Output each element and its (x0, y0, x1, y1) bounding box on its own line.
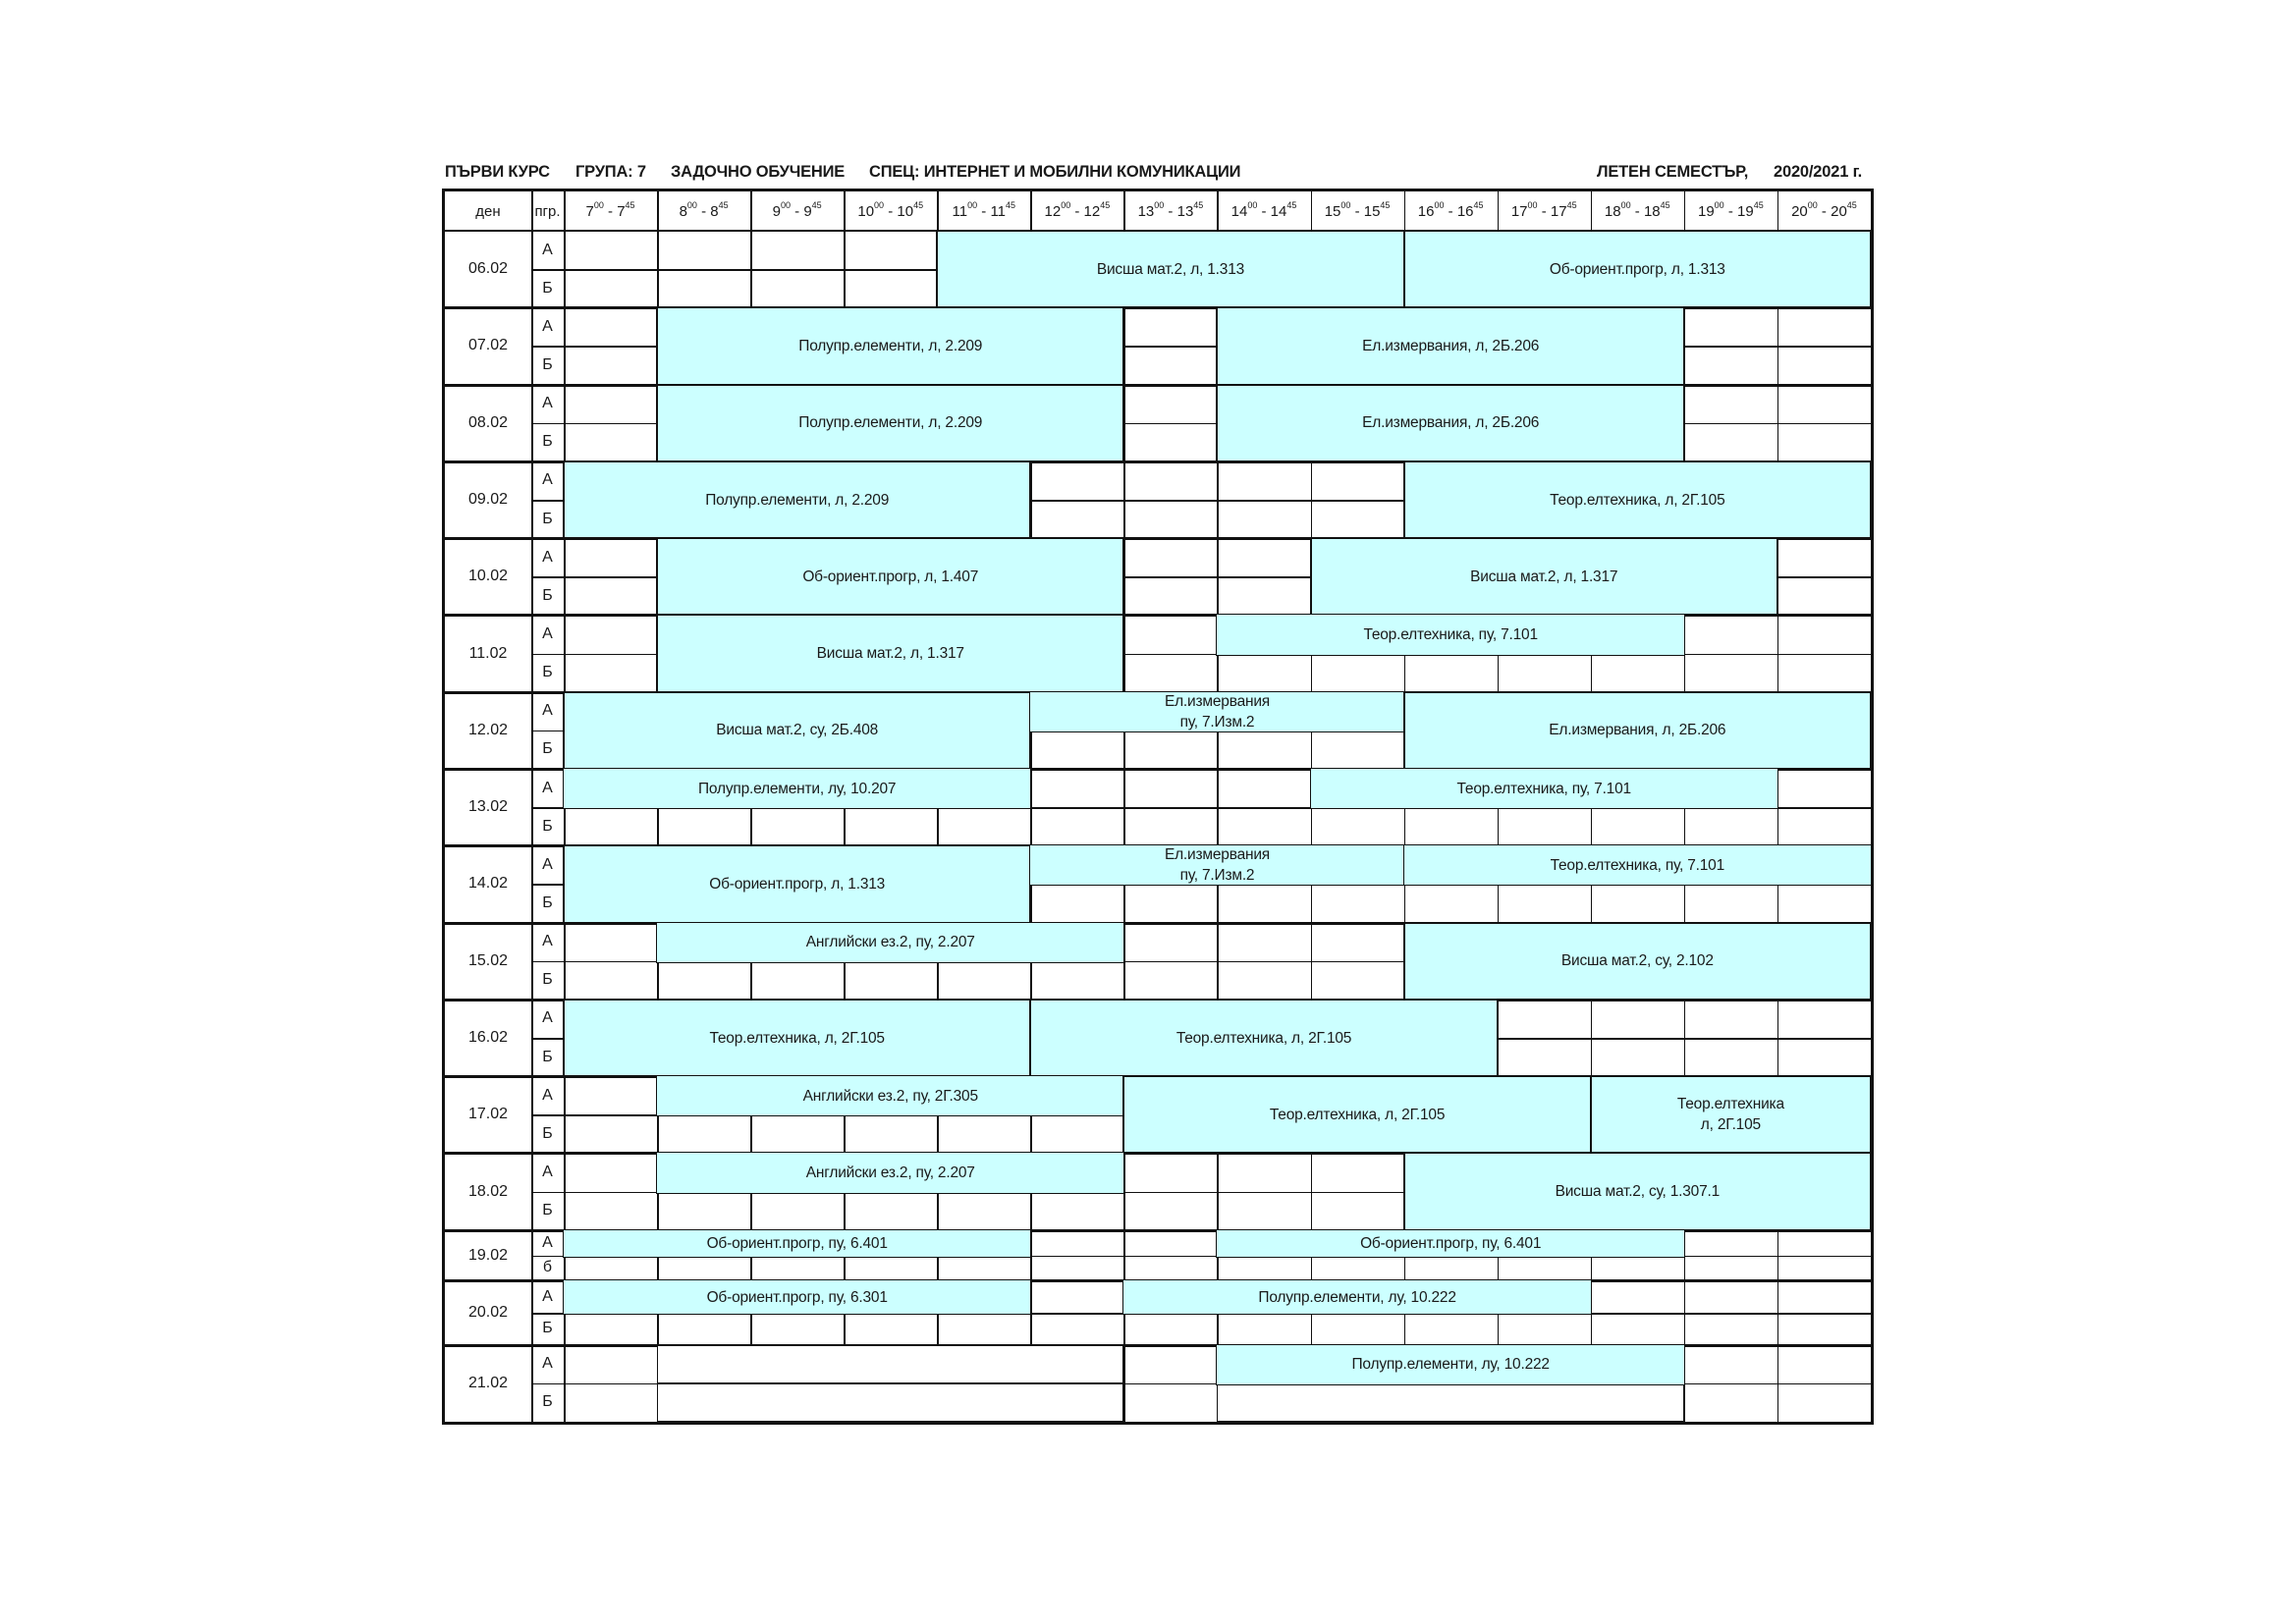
time-slot-header: 11 $^{00}$ - 11 $^{45}$ (952, 200, 1016, 220)
subgroup-label: А (542, 779, 553, 796)
subgroup-label: Б (542, 1393, 553, 1411)
subgroup-label: Б (542, 971, 553, 989)
time-slot-header: 19 $^{00}$ - 19 $^{45}$ (1697, 200, 1764, 220)
specialty-label: СПЕЦ: ИНТЕРНЕТ И МОБИЛНИ КОМУНИКАЦИИ (869, 163, 1241, 181)
subgroup-label: А (542, 1355, 553, 1373)
class-session[interactable] (1216, 1344, 1684, 1385)
day-date: 09.02 (467, 491, 509, 508)
class-session-text: Висша мат.2, л, 1.317 (816, 645, 964, 663)
day-date: 18.02 (467, 1182, 509, 1200)
class-session[interactable] (1403, 1152, 1872, 1230)
day-date: 12.02 (467, 721, 509, 738)
subgroup-label: Б (542, 1124, 553, 1142)
class-session-text: Висша мат.2, л, 1.317 (1470, 568, 1618, 585)
class-session-text: Полупр.елементи, л, 2.209 (798, 414, 983, 432)
class-session[interactable] (1029, 691, 1404, 732)
class-session[interactable] (656, 614, 1124, 692)
class-session-text: Об-ориент.прогр, пу, 6.401 (706, 1234, 888, 1252)
time-slot-header: 12 $^{00}$ - 12 $^{45}$ (1044, 200, 1111, 220)
day-date: 19.02 (467, 1246, 509, 1264)
class-session-text: Ел.измервания пу, 7.Изм.2 (1164, 692, 1270, 731)
class-session-text: Полупр.елементи, л, 2.209 (705, 491, 890, 509)
class-session-text: Теор.елтехника, л, 2Г.105 (709, 1029, 885, 1047)
group-label: ГРУПА: 7 (575, 163, 646, 181)
subgroup-label: Б (542, 664, 553, 681)
class-session-text: Английски ез.2, пу, 2Г.305 (802, 1087, 978, 1105)
time-slot-header: 15 $^{00}$ - 15 $^{45}$ (1324, 200, 1391, 220)
class-session[interactable] (563, 691, 1031, 770)
class-session-text: Ел.измервания, л, 2Б.206 (1549, 722, 1726, 739)
time-slot-header: 20 $^{00}$ - 20 $^{45}$ (1791, 200, 1857, 220)
time-slot-header: 17 $^{00}$ - 17 $^{45}$ (1510, 200, 1577, 220)
time-slot-header: 7 $^{00}$ - 7 $^{45}$ (585, 200, 635, 220)
schedule-table (442, 189, 1874, 1425)
day-date: 14.02 (467, 875, 509, 893)
class-session[interactable] (563, 844, 1031, 923)
class-session[interactable] (656, 1075, 1124, 1116)
subgroup-label: А (542, 241, 553, 258)
subgroup-label: А (542, 702, 553, 720)
class-session-text: Ел.измервания, л, 2Б.206 (1362, 337, 1540, 354)
subgroup-label: А (542, 548, 553, 566)
subgroup-label: А (542, 855, 553, 873)
class-session[interactable] (1310, 768, 1778, 809)
day-date: 06.02 (467, 260, 509, 278)
subgroup-label: Б (542, 1048, 553, 1065)
class-session[interactable] (656, 922, 1124, 963)
class-session-text: Теор.елтехника, л, 2Г.105 (1175, 1029, 1352, 1047)
day-date: 11.02 (468, 644, 508, 662)
semester-label: ЛЕТЕН СЕМЕСТЪР, (1597, 163, 1749, 181)
class-session[interactable] (1590, 1075, 1872, 1154)
empty-merged-cell (657, 1383, 1123, 1422)
class-session[interactable] (1122, 1279, 1591, 1315)
class-session[interactable] (563, 999, 1031, 1077)
class-session-text: Английски ез.2, пу, 2.207 (805, 1164, 975, 1182)
day-date: 08.02 (467, 413, 509, 431)
empty-merged-cell (657, 1345, 1123, 1383)
subgroup-label: Б (542, 1202, 553, 1219)
time-slot-header: 18 $^{00}$ - 18 $^{45}$ (1604, 200, 1670, 220)
day-date: 17.02 (467, 1106, 509, 1123)
class-session-text: Ел.измервания, л, 2Б.206 (1362, 414, 1540, 432)
class-session[interactable] (1403, 230, 1872, 308)
class-session[interactable] (1216, 384, 1684, 462)
class-session-text: Теор.елтехника, пу, 7.101 (1363, 626, 1538, 643)
schedule-header (442, 163, 1874, 187)
subgroup-label: А (542, 1233, 553, 1251)
class-session[interactable] (563, 1279, 1031, 1315)
class-session-text: Об-ориент.прогр, л, 1.407 (802, 568, 979, 585)
class-session[interactable] (1403, 691, 1872, 770)
time-slot-header: 8 $^{00}$ - 8 $^{45}$ (679, 200, 729, 220)
time-slot-header: 10 $^{00}$ - 10 $^{45}$ (857, 200, 924, 220)
class-session-text: Ел.измервания пу, 7.Изм.2 (1164, 846, 1270, 885)
subgroup-label: б (542, 1259, 553, 1276)
day-date: 16.02 (467, 1029, 509, 1047)
class-session[interactable] (1216, 1229, 1684, 1258)
subgroup-label: Б (542, 433, 553, 451)
class-session[interactable] (563, 1229, 1031, 1258)
class-session-text: Полупр.елементи, лу, 10.222 (1258, 1288, 1456, 1306)
class-session-text: Теор.елтехника, пу, 7.101 (1550, 856, 1725, 874)
day-date: 15.02 (467, 951, 509, 969)
class-session-text: Теор.елтехника, л, 2Г.105 (1550, 491, 1725, 509)
subgroup-label: Б (542, 1320, 553, 1337)
class-session-text: Висша мат.2, л, 1.313 (1096, 260, 1245, 278)
class-session-text: Об-ориент.прогр, л, 1.313 (709, 875, 886, 893)
subgroup-label: Б (542, 586, 553, 604)
subgroup-label: А (542, 395, 553, 412)
class-session[interactable] (936, 230, 1404, 308)
subgroup-label: А (542, 1009, 553, 1027)
subgroup-label: Б (542, 510, 553, 527)
subgroup-label: А (542, 471, 553, 489)
subgroup-column-header: пгр. (534, 202, 561, 220)
class-session-text: Английски ез.2, пу, 2.207 (805, 934, 975, 951)
subgroup-label: Б (542, 355, 553, 373)
class-session[interactable] (1403, 460, 1872, 539)
subgroup-label: А (542, 1287, 553, 1305)
class-session[interactable] (656, 1152, 1124, 1193)
class-session[interactable] (1310, 537, 1778, 616)
time-slot-header: 13 $^{00}$ - 13 $^{45}$ (1137, 200, 1204, 220)
class-session-text: Теор.елтехника л, 2Г.105 (1676, 1096, 1784, 1134)
day-date: 20.02 (467, 1304, 509, 1321)
class-session-text: Полупр.елементи, л, 2.209 (798, 337, 983, 354)
class-session[interactable] (1122, 1075, 1591, 1154)
class-session[interactable] (656, 384, 1124, 462)
day-date: 07.02 (467, 337, 509, 354)
class-session-text: Висша мат.2, су, 1.307.1 (1555, 1183, 1721, 1201)
class-session-text: Висша мат.2, су, 2Б.408 (716, 722, 879, 739)
class-session[interactable] (1403, 844, 1872, 886)
subgroup-label: Б (542, 279, 553, 297)
class-session[interactable] (1029, 844, 1404, 886)
subgroup-label: А (542, 933, 553, 950)
class-session[interactable] (656, 306, 1124, 385)
class-session[interactable] (1216, 614, 1684, 655)
academic-year-label: 2020/2021 г. (1774, 163, 1862, 181)
study-mode-label: ЗАДОЧНО ОБУЧЕНИЕ (671, 163, 846, 181)
class-session[interactable] (1403, 922, 1872, 1001)
time-slot-header: 9 $^{00}$ - 9 $^{45}$ (772, 200, 822, 220)
day-column-header: ден (475, 202, 501, 220)
day-date: 13.02 (467, 798, 509, 816)
subgroup-label: Б (542, 894, 553, 912)
course-label: ПЪРВИ КУРС (445, 163, 550, 181)
time-slot-header: 16 $^{00}$ - 16 $^{45}$ (1417, 200, 1484, 220)
class-session-text: Теор.елтехника, пу, 7.101 (1456, 780, 1631, 797)
class-session[interactable] (1216, 306, 1684, 385)
day-date: 21.02 (467, 1374, 509, 1391)
class-session[interactable] (563, 460, 1031, 539)
subgroup-label: Б (542, 740, 553, 758)
class-session-text: Об-ориент.прогр, л, 1.313 (1549, 260, 1725, 278)
class-session-text: Полупр.елементи, лу, 10.207 (697, 780, 897, 797)
subgroup-label: А (542, 1164, 553, 1181)
class-session-text: Об-ориент.прогр, пу, 6.401 (1360, 1234, 1542, 1252)
empty-merged-cell (1217, 1383, 1683, 1422)
class-session-text: Полупр.елементи, лу, 10.222 (1351, 1356, 1550, 1374)
class-session[interactable] (1029, 999, 1498, 1077)
day-date: 10.02 (467, 568, 509, 585)
class-session-text: Висша мат.2, су, 2.102 (1560, 952, 1714, 970)
class-session[interactable] (656, 537, 1124, 616)
class-session-text: Теор.елтехника, л, 2Г.105 (1269, 1106, 1446, 1123)
subgroup-label: А (542, 625, 553, 642)
class-session-text: Об-ориент.прогр, пу, 6.301 (706, 1288, 888, 1306)
subgroup-label: А (542, 1086, 553, 1104)
subgroup-label: А (542, 317, 553, 335)
subgroup-label: Б (542, 817, 553, 835)
time-slot-header: 14 $^{00}$ - 14 $^{45}$ (1230, 200, 1297, 220)
class-session[interactable] (563, 768, 1031, 809)
